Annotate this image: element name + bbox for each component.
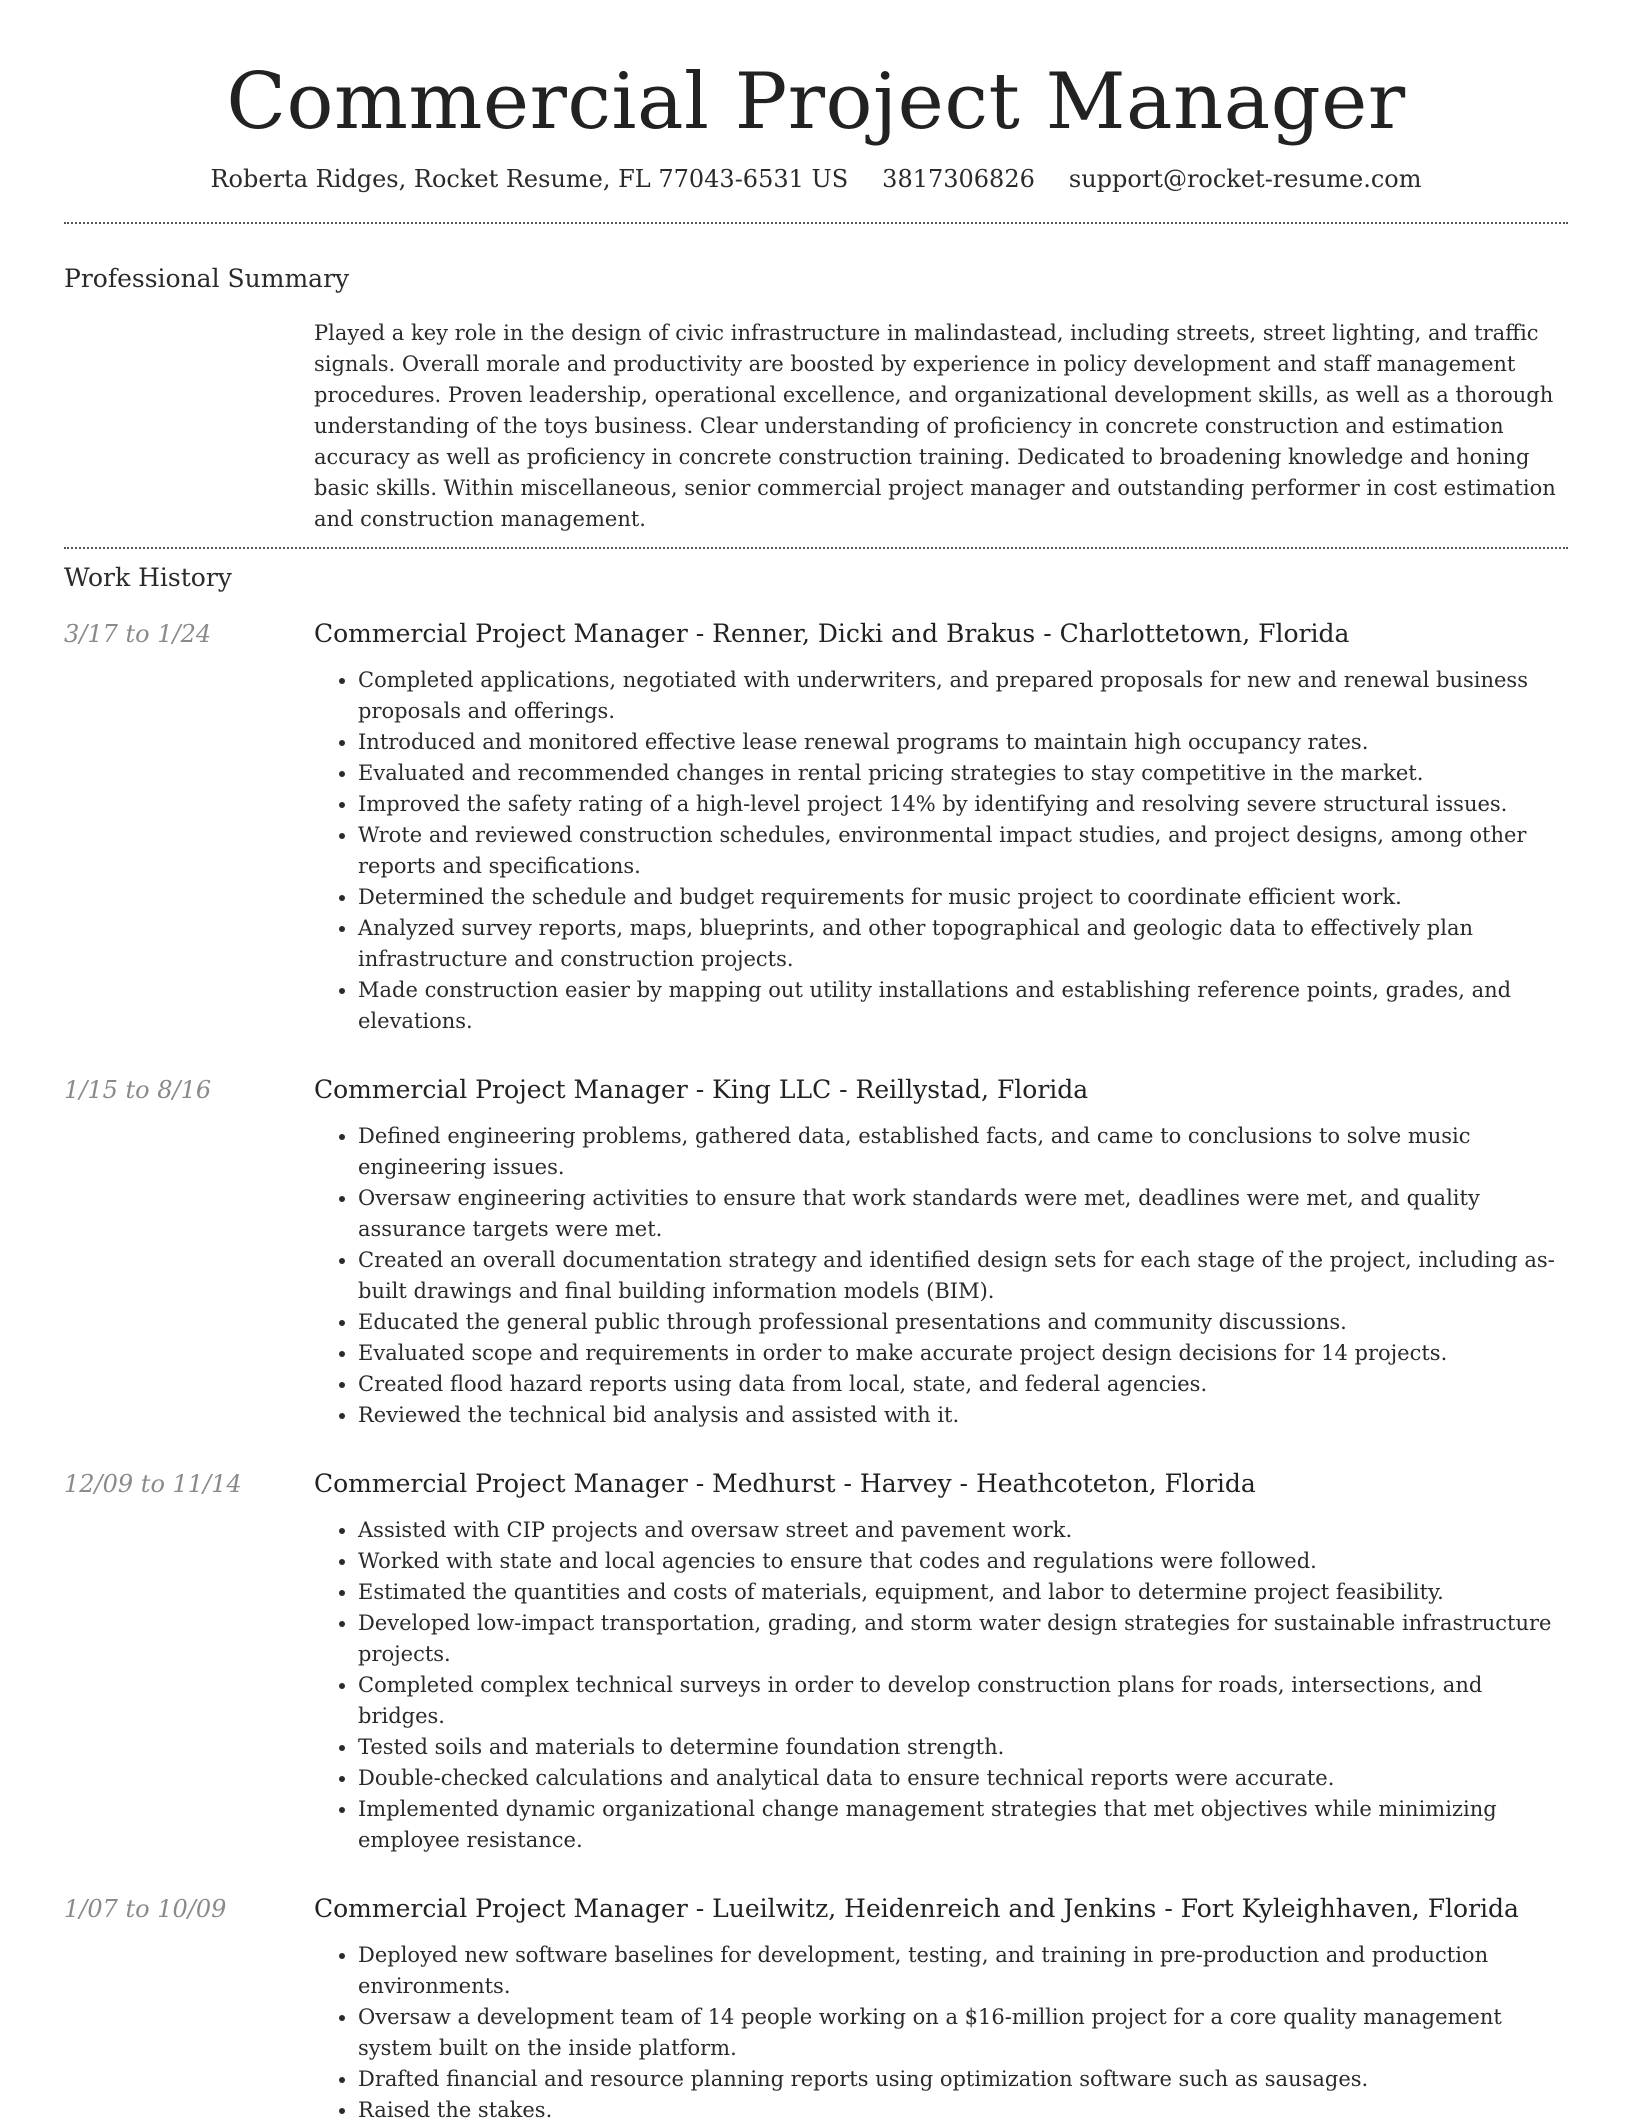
work-history-heading: Work History <box>64 563 232 592</box>
summary-divider <box>64 547 1568 549</box>
header-divider <box>64 222 1568 224</box>
resume-title: Commercial Project Manager <box>226 57 1406 147</box>
job-bullet: • Worked with state and local agencies to ensure that codes and regulations were followed. <box>358 1546 1568 1577</box>
job-bullet: • Reviewed the technical bid analysis and assisted with it. <box>358 1400 1568 1431</box>
job-bullet: • Assisted with CIP projects and oversaw street and pavement work. <box>358 1515 1568 1546</box>
job-title: Commercial Project Manager - Medhurst - Harvey - Heathcoteton, Florida <box>314 1469 1256 1498</box>
job-title: Commercial Project Manager - King LLC - Reillystad, Florida <box>314 1075 1089 1104</box>
job-bullet: • Double-checked calculations and analytical data to ensure technical reports were accurate. <box>358 1763 1568 1794</box>
job-date: 1/07 to 10/09 <box>64 1895 227 1923</box>
job-bullet: • Oversaw engineering activities to ensure that work standards were met, deadlines were met, and quality assurance targets were met. <box>358 1183 1568 1245</box>
job-bullet: • Developed low-impact transportation, grading, and storm water design strategies for sustainable infrastructure projects. <box>358 1608 1568 1670</box>
job-entry <box>64 1892 1568 2126</box>
resume-page <box>64 0 1568 2126</box>
job-entry <box>64 1467 1568 1856</box>
job-bullet: • Educated the general public through professional presentations and community discussions. <box>358 1307 1568 1338</box>
job-bullet: • Implemented dynamic organizational change management strategies that met objectives while minimizing employee resistance. <box>358 1794 1568 1856</box>
job-bullet: • Estimated the quantities and costs of materials, equipment, and labor to determine project feasibility. <box>358 1577 1568 1608</box>
job-date: 3/17 to 1/24 <box>64 620 212 648</box>
job-bullet: • Tested soils and materials to determine foundation strength. <box>358 1732 1568 1763</box>
job-bullet: • Completed applications, negotiated with underwriters, and prepared proposals for new and renewal business proposals and offerings. <box>358 665 1568 727</box>
job-entry <box>64 617 1568 1037</box>
job-title: Commercial Project Manager - Lueilwitz, Heidenreich and Jenkins - Fort Kyleighhaven, Florida <box>314 1894 1519 1923</box>
job-date: 12/09 to 11/14 <box>64 1470 242 1498</box>
job-bullets <box>314 665 1568 1037</box>
contact-email: support@rocket-resume.com <box>1068 165 1422 193</box>
job-bullets <box>314 1121 1568 1431</box>
job-bullet: • Completed complex technical surveys in order to develop construction plans for roads, intersections, and bridges. <box>358 1670 1568 1732</box>
summary-text: Played a key role in the design of civic infrastructure in malindastead, including streets, street lighting, and traffic signals. Overall morale and productivity are boosted by experience in policy development and staff management procedures. Proven leadership, operational excellence, and organizational development skills, as well as a thorough understanding of the toys business. Clear understanding of proficiency in concrete construction and estimation accuracy as well as proficiency in concrete construction training. Dedicated to broadening knowledge and honing basic skills. Within miscellaneous, senior commercial project manager and outstanding performer in cost estimation and construction management. <box>314 321 1556 531</box>
contact-line <box>64 162 1568 196</box>
job-bullet: • Evaluated scope and requirements in order to make accurate project design decisions for 14 projects. <box>358 1338 1568 1369</box>
job-bullet: • Wrote and reviewed construction schedules, environmental impact studies, and project designs, among other reports and specifications. <box>358 820 1568 882</box>
summary-heading: Professional Summary <box>64 264 350 293</box>
job-bullet: • Drafted financial and resource planning reports using optimization software such as sausages. <box>358 2064 1568 2095</box>
job-bullet: • Improved the safety rating of a high-level project 14% by identifying and resolving severe structural issues. <box>358 789 1568 820</box>
contact-phone: 3817306826 <box>882 165 1035 193</box>
job-bullet: • Made construction easier by mapping out utility installations and establishing reference points, grades, and elevations. <box>358 975 1568 1037</box>
job-bullet: • Determined the schedule and budget requirements for music project to coordinate efficient work. <box>358 882 1568 913</box>
job-bullet: • Deployed new software baselines for development, testing, and training in pre-production and production environments. <box>358 1940 1568 2002</box>
job-entry <box>64 1073 1568 1431</box>
job-title: Commercial Project Manager - Renner, Dicki and Brakus - Charlottetown, Florida <box>314 619 1350 648</box>
job-date: 1/15 to 8/16 <box>64 1076 212 1104</box>
job-bullet: • Oversaw a development team of 14 people working on a $16-million project for a core quality management system built on the inside platform. <box>358 2002 1568 2064</box>
contact-address: Roberta Ridges, Rocket Resume, FL 77043-6531 US <box>210 165 849 193</box>
job-bullet: • Raised the stakes. <box>358 2095 1568 2126</box>
job-bullet: • Introduced and monitored effective lease renewal programs to maintain high occupancy rates. <box>358 727 1568 758</box>
job-bullets <box>314 1515 1568 1856</box>
job-bullet: • Created flood hazard reports using data from local, state, and federal agencies. <box>358 1369 1568 1400</box>
job-bullet: • Created an overall documentation strategy and identified design sets for each stage of the project, including as-built drawings and final building information models (BIM). <box>358 1245 1568 1307</box>
job-bullet: • Defined engineering problems, gathered data, established facts, and came to conclusions to solve music engineering issues. <box>358 1121 1568 1183</box>
job-bullet: • Evaluated and recommended changes in rental pricing strategies to stay competitive in the market. <box>358 758 1568 789</box>
job-bullets <box>314 1940 1568 2126</box>
job-bullet: • Analyzed survey reports, maps, blueprints, and other topographical and geologic data to effectively plan infrastructure and construction projects. <box>358 913 1568 975</box>
